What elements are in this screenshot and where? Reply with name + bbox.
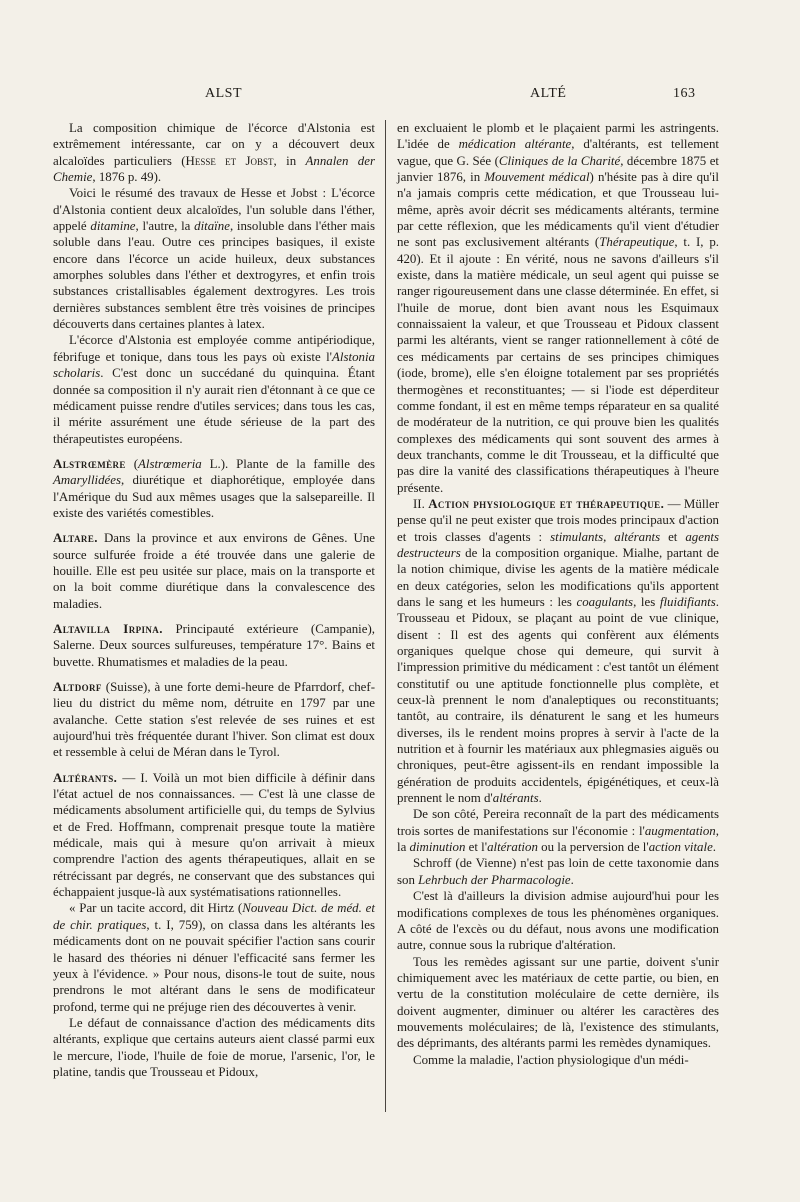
entry-altdorf: Altdorf (Suisse), à une forte demi-heure de Pfarrdorf, chef-lieu du district du même nom, détruite en 1797 par une avalanche. Cette station s'est relevée de ses ruines et est aujourd'hui très fréquentée durant l'hiver. Son climat est doux et ressemble à celui de Méran dans le Tyrol. (53, 680, 375, 760)
paragraph: en excluaient le plomb et le plaçaient parmi les astringents. L'idée de médication altérante, d'altérants, est tellement vague, que G. Sée (Cliniques de la Charité, décembre 1875 et janvier 1876, in Mouvement médical) n'hésite pas à dire qu'il n'a jamais compris cette médication, et que Trousseau lui-même, après avoir décrit ses médicaments altérants, termine par cette réflexion, que les médicaments qu'il vient d'étudier ne sont pas exclusivement altérants (Thérapeutique, t. I, p. 420). Et il ajoute : En vérité, nous ne savons d'ailleurs s'il existe, dans la matière médicale, un seul agent qui puisse se ranger rigoureusement dans une classe déterminée. En effet, si l'huile de morue, dont bien avant nous les Esquimaux connaissaient la valeur, et que Trousseau et Pidoux classent parmi les altérants, vient se ranger rationnellement à côté de ces médicaments par certains de ses principes chimiques (iode, brome), elle s'en éloigne totalement par ses propriétés thermogènes et reconstituantes; — si l'iode est déperditeur comme fondant, il est en même temps réparateur en sa qualité de modérateur de la nutrition, ce qui prouve bien les qualités complexes des médicaments qui sont souvent des armes à deux tranchants, comme le dit Trousseau, et la difficulté que pas dire la vanité des classifications thérapeutiques à l'heure présente. (397, 121, 719, 495)
entry-heading: Alstrœmère (53, 456, 126, 471)
entry-altare: Altare. Dans la province et aux environs de Gênes. Une source sulfurée froide a été trouvée dans une galerie de houille. Elle est peu usitée sur place, mais on la transporte et on la boit comme diurétique dans la convalescence des maladies. (53, 531, 375, 611)
running-header (0, 86, 800, 106)
paragraph: Le défaut de connaissance d'action des médicaments dits altérants, explique que certains auteurs aient classé parmi eux le mercure, l'iode, l'huile de foie de morue, l'arsenic, l'or, le platine, tandis que Trousseau et Pidoux, (53, 1015, 375, 1079)
paragraph: II. Action physiologique et thérapeutique. — Müller pense qu'il ne peut exister que trois modes principaux d'action et trois classes d'agents : stimulants, altérants et agents destructeurs de la composition organique. Mialhe, partant de la notion chimique, divise les agents de la matière médicale en deux catégories, selon les modifications qu'ils apportent dans le sang et les humeurs : les coagulants, les fluidifiants. Trousseau et Pidoux, se plaçant au point de vue clinique, disent : Il est des agents qui confèrent aux éléments organiques quelque chose qui demeure, qui survit à l'impression primitive du médicament : c'est tantôt un élément constitutif ou une aptitude fonctionnelle plus complète, et ceux-là prennent le nom d'analeptiques ou reconstituants; tantôt, au contraire, ils dénaturent le sang et les humeurs diverses, ils le rendent moins propres à servir à l'acte de la nutrition et à fournir les matériaux aux phlegmasies aiguës ou chroniques, peut-être agissent-ils en rendant impossible la génération de produits accidentels, épigénétiques, et ceux-là prennent le nom d'altérants. (397, 496, 720, 806)
paragraph: Comme la maladie, l'action physiologique d'un médi- (413, 1052, 689, 1067)
entry-alstroemere: Alstrœmère (Alstrœmeria L.). Plante de la famille des Amaryllidées, diurétique et diaphorétique, employée dans l'Amérique du Sud aux mêmes usages que la salsepareille. Il existe des variétés comestibles. (53, 456, 376, 520)
entry-heading: Altérants. (53, 770, 118, 785)
header-right: ALTÉ (530, 86, 567, 101)
paragraph: « Par un tacite accord, dit Hirtz (Nouveau Dict. de méd. et de chir. pratiques, t. I, 759), on classa dans les altérants les médicaments dont on ne pouvait spécifier l'action sans courir le hasard des théories ni dénuer l'efficacité sans fermer les yeux à l'évidence. » Pour nous, disons-le tout de suite, nous prendrons le mot altérant dans le sens de modificateur profond, terme qui ne préjuge rien des découvertes à venir. (53, 901, 376, 1014)
section-heading: Action physiologique et thérapeutique. (428, 496, 665, 511)
page-number: 163 (673, 86, 696, 101)
paragraph: De son côté, Pereira reconnaît de la part des médicaments trois sortes de manifestations sur l'économie : l'augmentation, la diminution et l'altération ou la perversion de l'action vitale. (397, 807, 719, 855)
entry-altavilla: Altavilla Irpina. Principauté extérieure (Campanie), Salerne. Deux sources sulfureuses, température 17°. Bains et buvette. Rhumatismes et maladies de la peau. (53, 621, 375, 669)
paragraph: Schroff (de Vienne) n'est pas loin de cette taxonomie dans son Lehrbuch der Pharmacologie. (397, 856, 719, 887)
paragraph: C'est là d'ailleurs la division admise aujourd'hui pour les modifications complexes de tous les phénomènes organiques. A côté de l'excès ou du défaut, nous avons une modification autre, connue sous la rubrique d'altération. (397, 889, 719, 953)
entry-alterants: Altérants. — I. Voilà un mot bien difficile à définir dans l'état actuel de nos connaissances. — C'est là une classe de médicaments absolument artificielle qui, du temps de Sylvius et de Fred. Hoffmann, comprenait presque toute la matière médicale, mais qui à mesure qu'on arrivait à mieux comprendre l'action des agents thérapeutiques, allait en se rétrécissant par degrés, ne conservant que des substances qui échappaient jusque-là aux systématisations rationnelles. (53, 770, 375, 900)
column-rule (385, 120, 386, 1112)
paragraph: La composition chimique de l'écorce d'Alstonia est extrêmement intéressante, car on y a découvert deux alcaloïdes particuliers (Hesse et Jobst, in Annalen der Chemie, 1876 p. 49). (53, 121, 375, 185)
header-left: ALST (205, 86, 242, 101)
entry-heading: Altavilla Irpina. (53, 621, 163, 636)
paragraph: Tous les remèdes agissant sur une partie, doivent s'unir chimiquement avec les matériaux de cette partie, ou bien, en vertu de la constitution moléculaire de cette dernière, ils doivent augmenter, diminuer ou altérer les caractères des mouvements moléculaires; de là, l'existence des stimulants, des déprimants, des altérants parmi les remèdes dynamiques. (397, 954, 719, 1051)
entry-heading: Altare. (53, 531, 98, 546)
paragraph: Voici le résumé des travaux de Hesse et Jobst : L'écorce d'Alstonia contient deux alcaloïdes, l'un soluble dans l'éther, appelé ditamine, l'autre, la ditaïne, insoluble dans l'éther mais soluble dans l'eau. Outre ces principes basiques, il existe encore dans l'écorce un acide huileux, deux substances amorphes solubles dans l'éther et dextrogyres, et enfin trois substances cristallisables également dextrogyres. Les trois dernières substances semblent être très voisines de principes découverts dans certaines plantes à latex. (53, 186, 375, 332)
right-column (397, 120, 719, 1068)
paragraph: L'écorce d'Alstonia est employée comme antipériodique, fébrifuge et tonique, dans tous les pays où existe l'Alstonia scholaris. C'est donc un succédané du quinquina. Étant donnée sa composition il n'y aurait rien d'étonnant à ce que ce médicament puisse rendre d'utiles services; dans tous les cas, il mérite assurément une étude sérieuse de la part des thérapeutistes européens. (53, 333, 375, 446)
left-column (53, 120, 375, 1080)
entry-heading: Altdorf (53, 680, 102, 694)
